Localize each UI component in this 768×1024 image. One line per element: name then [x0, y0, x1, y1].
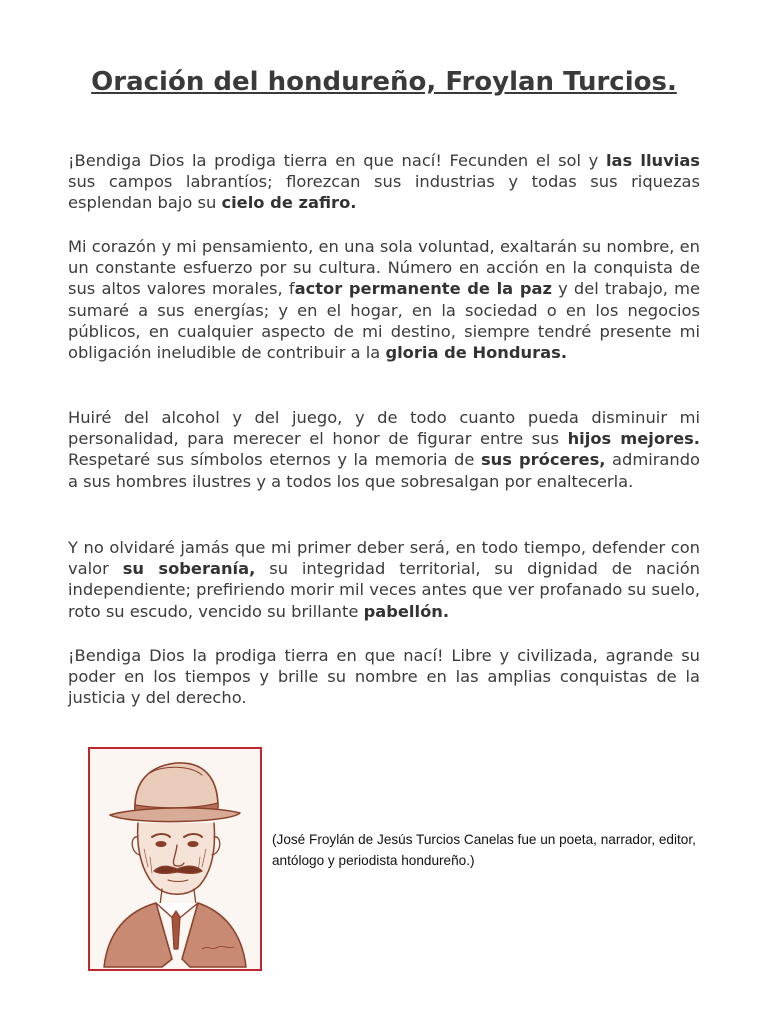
text-run: Huiré del alcohol y del juego, y de todo cuanto pueda disminuir mi personalidad, para merecer el honor de figurar entre sus: [68, 408, 700, 449]
portrait-image: [88, 747, 262, 971]
bold-phrase: sus próceres,: [480, 450, 606, 470]
text-run: ¡Bendiga Dios la prodiga tierra en que nací! Libre y civilizada, agrande su poder en los tiempos y brille su nombre en las amplias conquistas de la justicia y del derecho.: [68, 646, 700, 708]
paragraph-1: [68, 150, 700, 214]
text-run: su integridad territorial, su dignidad de nación independiente; prefiriendo morir mil veces antes que ver profanado su suelo, roto su escudo, vencido su brillante: [68, 559, 700, 621]
text-run: Mi corazón y mi pensamiento, en una sola voluntad, exaltarán su nombre, en un constante esfuerzo por su cultura. Número en acción en la conquista de sus altos valores morales, f: [68, 237, 700, 299]
text-run: ¡Bendiga Dios la prodiga tierra en que nací! Fecunden el sol y: [68, 151, 606, 170]
bold-phrase: actor permanente de la paz: [294, 279, 552, 299]
bold-phrase: gloria de Honduras.: [385, 343, 568, 363]
paragraph-2: [68, 236, 700, 363]
text-run: Y no olvidaré jamás que mi primer deber será, en todo tiempo, defender con valor: [68, 538, 700, 579]
text-run: Respetaré sus símbolos eternos y la memoria de: [68, 450, 481, 470]
bold-phrase: su soberanía,: [122, 559, 256, 579]
bold-phrase: hijos mejores.: [567, 429, 700, 449]
bold-phrase: las lluvias: [605, 151, 700, 170]
bold-phrase: cielo de zafiro.: [221, 193, 357, 213]
paragraph-4: [68, 537, 700, 622]
text-run: sus campos labrantíos; florezcan sus industrias y todas sus riquezas esplendan bajo su: [68, 172, 700, 213]
paragraph-5: [68, 645, 700, 709]
text-run: y del trabajo, me sumaré a sus energías; y en el hogar, en la sociedad o en los negocios públicos, en cualquier aspecto de mi destino, siempre tendré presente mi obligación ineludible de contribuir a la: [68, 279, 700, 363]
portrait-illustration: [90, 749, 260, 969]
portrait-caption: (José Froylán de Jesús Turcios Canelas fue un poeta, narrador, editor, antólogo y periodista hondureño.): [272, 832, 696, 868]
paragraph-3: [68, 407, 700, 492]
bold-phrase: pabellón.: [363, 601, 450, 621]
document-title: Oración del hondureño, Froylan Turcios.: [91, 67, 677, 97]
text-run: admirando a sus hombres ilustres y a todos los que sobresalgan por enaltecerla.: [68, 450, 700, 491]
